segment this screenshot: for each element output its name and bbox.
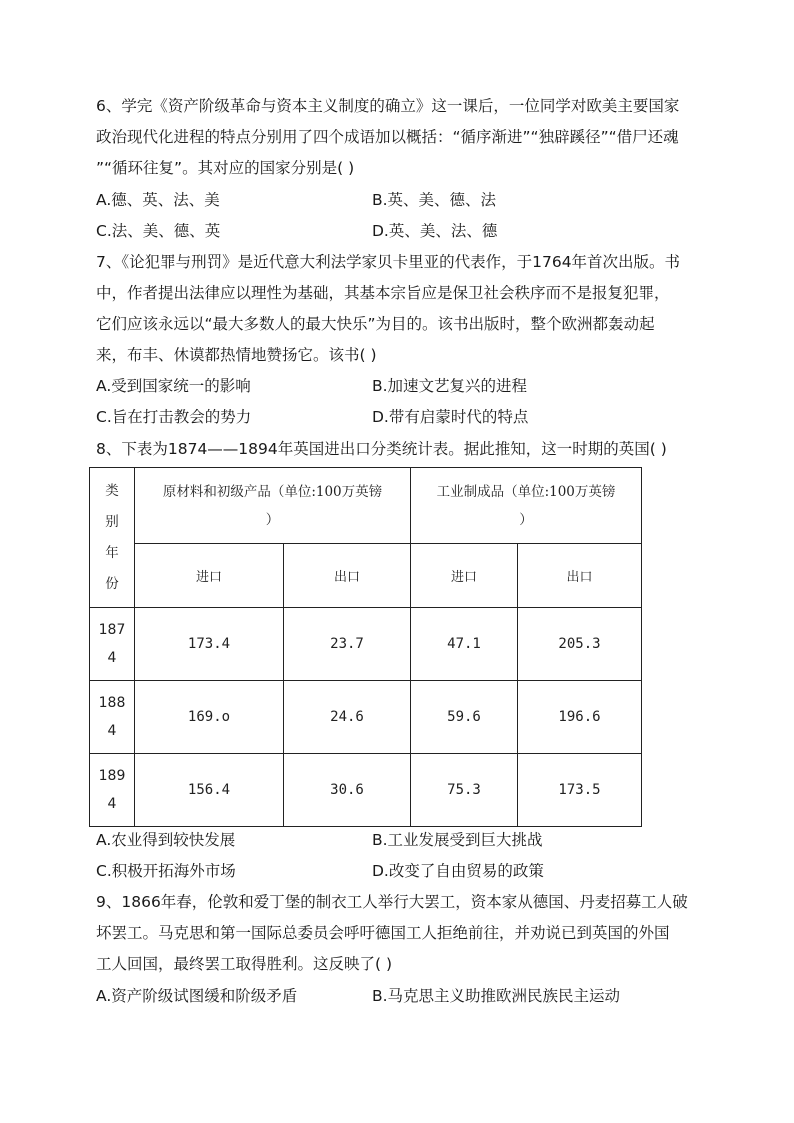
q6-option-b[interactable]: B.英、美、德、法 xyxy=(372,191,497,209)
value-cell: 196.6 xyxy=(518,681,642,754)
header-line: 原材料和初级产品（单位:100万英镑 xyxy=(162,483,383,500)
q9-option-b[interactable]: B.马克思主义助推欧洲民族民主运动 xyxy=(372,987,621,1005)
q7-option-b[interactable]: B.加速文艺复兴的进程 xyxy=(372,377,528,395)
corner-char: 份 xyxy=(105,575,119,592)
trade-statistics-table xyxy=(89,467,642,827)
header-line: ） xyxy=(265,511,280,528)
q9-option-a[interactable]: A.资产阶级试图缓和阶级矛盾 xyxy=(96,987,298,1005)
corner-char: 别 xyxy=(105,513,119,530)
table-row xyxy=(90,681,642,754)
q6-option-d[interactable]: D.英、美、法、德 xyxy=(372,222,498,240)
value-cell: 156.4 xyxy=(135,754,284,827)
q7-option-d[interactable]: D.带有启蒙时代的特点 xyxy=(372,408,529,426)
table-row xyxy=(90,754,642,827)
q6-line-2: 政治现代化进程的特点分别用了四个成语加以概括：“循序渐进”“独辟蹊径”“借尸还魂 xyxy=(96,128,679,146)
q8-option-d[interactable]: D.改变了自由贸易的政策 xyxy=(372,862,544,880)
year-part: 4 xyxy=(107,650,117,666)
value-cell: 173.4 xyxy=(135,608,284,681)
q7-line-2: 中，作者提出法律应以理性为基础，其基本宗旨应是保卫社会秩序而不是报复犯罪， xyxy=(96,284,670,302)
corner-header xyxy=(90,468,135,608)
subheader-import: 进口 xyxy=(411,544,518,608)
table-row xyxy=(90,608,642,681)
value-cell: 30.6 xyxy=(284,754,411,827)
q6-option-c[interactable]: C.法、美、德、英 xyxy=(96,222,221,240)
q9-line-1: 9、1866年春，伦敦和爱丁堡的制衣工人举行大罢工，资本家从德国、丹麦招募工人破 xyxy=(96,893,688,911)
q7-line-3: 它们应该永远以“最大多数人的最大快乐”为目的。该书出版时，整个欧洲都轰动起 xyxy=(96,315,655,333)
value-cell: 205.3 xyxy=(518,608,642,681)
q8-option-c[interactable]: C.积极开拓海外市场 xyxy=(96,862,236,880)
q7-line-1: 7、《论犯罪与刑罚》是近代意大利法学家贝卡里亚的代表作，于1764年首次出版。书 xyxy=(96,253,681,271)
q6-line-1: 6、学完《资产阶级革命与资本主义制度的确立》这一课后，一位同学对欧美主要国家 xyxy=(96,97,680,115)
year-cell xyxy=(90,754,135,827)
subheader-export: 出口 xyxy=(284,544,411,608)
value-cell: 75.3 xyxy=(411,754,518,827)
header-line: ） xyxy=(519,511,533,528)
q6-option-a[interactable]: A.德、英、法、美 xyxy=(96,191,220,209)
year-part: 188 xyxy=(98,695,126,711)
year-cell xyxy=(90,681,135,754)
q9-line-3: 工人回国，最终罢工取得胜利。这反映了( ) xyxy=(96,955,393,973)
value-cell: 23.7 xyxy=(284,608,411,681)
header-line: 工业制成品（单位:100万英镑 xyxy=(436,483,616,500)
q6-line-3: ”“循环往复”。其对应的国家分别是( ) xyxy=(96,159,355,177)
header-manufactured-goods xyxy=(411,468,642,544)
value-cell: 169.o xyxy=(135,681,284,754)
year-part: 189 xyxy=(98,768,126,784)
subheader-export: 出口 xyxy=(518,544,642,608)
q7-option-a[interactable]: A.受到国家统一的影响 xyxy=(96,377,251,395)
q7-option-c[interactable]: C.旨在打击教会的势力 xyxy=(96,408,252,426)
year-part: 4 xyxy=(107,723,117,739)
q8-option-b[interactable]: B.工业发展受到巨大挑战 xyxy=(372,831,543,849)
q8-line-1: 8、下表为1874——1894年英国进出口分类统计表。据此推知，这一时期的英国( ) xyxy=(96,440,667,458)
value-cell: 47.1 xyxy=(411,608,518,681)
q9-line-2: 坏罢工。马克思和第一国际总委员会呼吁德国工人拒绝前往，并劝说已到英国的外国 xyxy=(96,924,670,942)
corner-char: 年 xyxy=(105,544,119,561)
value-cell: 24.6 xyxy=(284,681,411,754)
corner-char: 类 xyxy=(105,482,119,499)
year-part: 4 xyxy=(107,796,117,812)
header-raw-materials xyxy=(135,468,411,544)
q8-option-a[interactable]: A.农业得到较快发展 xyxy=(96,831,236,849)
year-part: 187 xyxy=(98,622,126,638)
subheader-import: 进口 xyxy=(135,544,284,608)
year-cell xyxy=(90,608,135,681)
value-cell: 173.5 xyxy=(518,754,642,827)
value-cell: 59.6 xyxy=(411,681,518,754)
q7-line-4: 来，布丰、休谟都热情地赞扬它。该书( ) xyxy=(96,346,377,364)
